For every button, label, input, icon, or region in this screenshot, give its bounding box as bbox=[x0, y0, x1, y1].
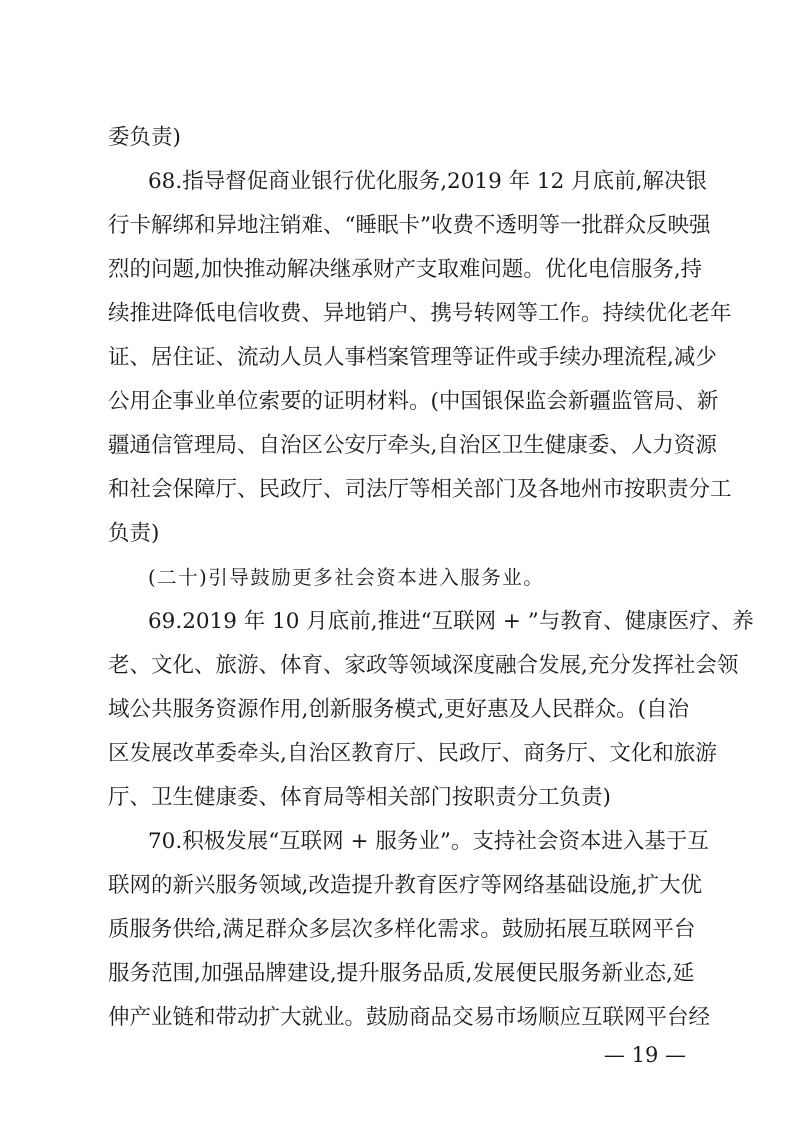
text-line: 域公共服务资源作用,创新服务模式,更好惠及人民群众。(自治 bbox=[108, 697, 690, 722]
text-line: 公用企事业单位索要的证明材料。(中国银保监会新疆监管局、新 bbox=[108, 389, 719, 414]
text-line: 服务范围,加强品牌建设,提升服务品质,发展便民服务新业态,延 bbox=[108, 961, 695, 986]
text-line: 区发展改革委牵头,自治区教育厅、民政厅、商务厅、文化和旅游 bbox=[108, 741, 717, 766]
text-line: 烈的问题,加快推动解决继承财产支取难问题。优化电信服务,持 bbox=[108, 257, 703, 282]
text-line: 证、居住证、流动人员人事档案管理等证件或手续办理流程,减少 bbox=[108, 345, 717, 370]
text-line: 委负责) bbox=[108, 125, 181, 150]
text-line: 续推进降低电信收费、异地销户、携号转网等工作。持续优化老年 bbox=[108, 301, 732, 326]
text-line: 疆通信管理局、自治区公安厅牵头,自治区卫生健康委、人力资源 bbox=[108, 433, 717, 458]
text-line: 负责) bbox=[108, 521, 160, 546]
text-line: 厅、卫生健康委、体育局等相关部门按职责分工负责) bbox=[108, 785, 611, 810]
text-line: 和社会保障厅、民政厅、司法厅等相关部门及各地州市按职责分工 bbox=[108, 477, 732, 502]
text-line: 68.指导督促商业银行优化服务,2019 年 12 月底前,解决银 bbox=[148, 169, 707, 194]
text-line: 质服务供给,满足群众多层次多样化需求。鼓励拓展互联网平台 bbox=[108, 917, 696, 942]
text-line: 70.积极发展“互联网 + 服务业”。支持社会资本进入基于互 bbox=[148, 829, 709, 854]
page-number: — 19 — bbox=[603, 1043, 686, 1067]
text-line: 行卡解绑和异地注销难、“睡眠卡”收费不透明等一批群众反映强 bbox=[108, 213, 711, 238]
text-line: 联网的新兴服务领域,改造提升教育医疗等网络基础设施,扩大优 bbox=[108, 873, 703, 898]
section-heading: (二十)引导鼓励更多社会资本进入服务业。 bbox=[148, 566, 545, 589]
text-line: 老、文化、旅游、体育、家政等领域深度融合发展,充分发挥社会领 bbox=[108, 653, 739, 678]
text-line: 伸产业链和带动扩大就业。鼓励商品交易市场顺应互联网平台经 bbox=[108, 1005, 711, 1030]
text-line: 69.2019 年 10 月底前,推进“互联网 + ”与教育、健康医疗、养 bbox=[148, 609, 754, 634]
